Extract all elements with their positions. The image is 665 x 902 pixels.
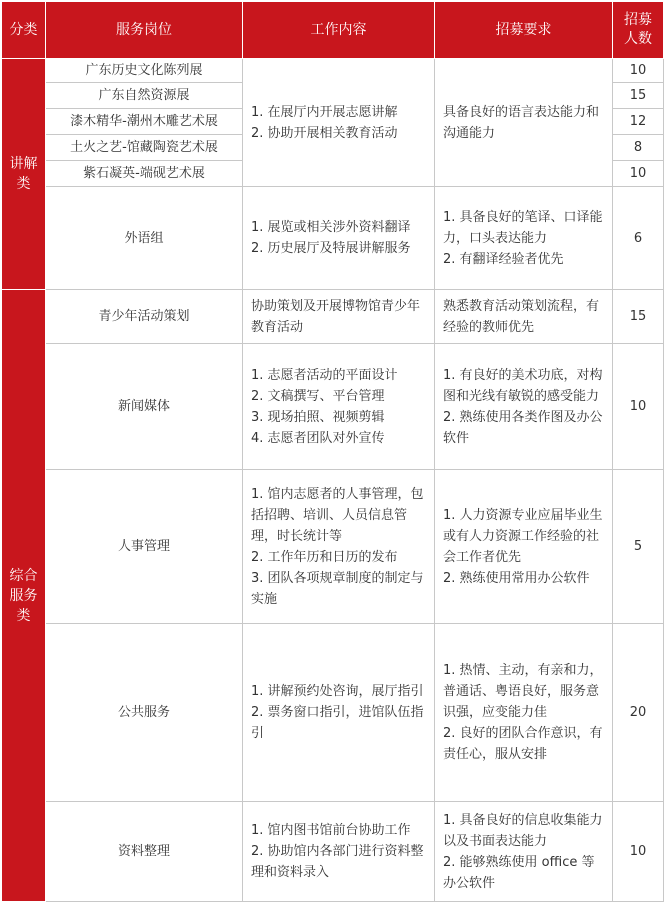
post-name: 外语组: [46, 187, 243, 290]
requirement-line: 2. 有翻译经验者优先: [443, 251, 564, 267]
post-name: 土火之艺-馆藏陶瓷艺术展: [46, 135, 243, 161]
category-guide: [2, 59, 46, 290]
requirement-line: 2. 能够熟练使用 office 等办公软件: [443, 854, 595, 891]
requirement-line: 2. 熟练使用常用办公软件: [443, 570, 590, 586]
post-content: [243, 624, 435, 802]
table-row: [2, 59, 664, 83]
requirement-line: 2. 熟练使用各类作图及办公软件: [443, 409, 603, 446]
post-count: 6: [613, 187, 664, 290]
post-count: 10: [613, 161, 664, 187]
post-requirement: [435, 624, 613, 802]
post-count: 8: [613, 135, 664, 161]
content-line: 1. 讲解预约处咨询，展厅指引: [251, 684, 424, 699]
post-count: 20: [613, 624, 664, 802]
post-requirement: [435, 344, 613, 470]
content-line: 1. 馆内志愿者的人事管理，包括招聘、培训、人员信息管理，时长统计等: [251, 486, 424, 544]
content-line: 1. 展览或相关涉外资料翻译: [251, 220, 411, 235]
content-line: 1. 在展厅内开展志愿讲解: [251, 104, 398, 120]
content-line: 3. 团队各项规章制度的制定与实施: [251, 570, 424, 607]
post-requirement: [435, 470, 613, 624]
content-line: 1. 馆内图书馆前台协助工作: [251, 823, 411, 838]
post-content: [243, 344, 435, 470]
post-count: 5: [613, 470, 664, 624]
table-row: [2, 624, 664, 802]
content-line: 3. 现场拍照、视频剪辑: [251, 409, 385, 425]
post-requirement: [435, 290, 613, 344]
header-count: 招募人数: [613, 2, 664, 59]
requirement-line: 1. 具备良好的信息收集能力以及书面表达能力: [443, 812, 603, 849]
post-name: 漆木精华-潮州木雕艺术展: [46, 109, 243, 135]
content-line: 2. 工作年历和日历的发布: [251, 549, 398, 565]
content-line: 2. 协助馆内各部门进行资料整理和资料录入: [251, 844, 424, 880]
post-content: [243, 187, 435, 290]
post-requirement: [435, 802, 613, 902]
requirement-line: 2. 良好的团队合作意识，有责任心，服从安排: [443, 726, 603, 762]
header-row: [2, 2, 664, 59]
requirement-line: 1. 具备良好的笔译、口译能力，口头表达能力: [443, 209, 603, 246]
post-name: 人事管理: [46, 470, 243, 624]
content-line: 2. 文稿撰写、平台管理: [251, 388, 385, 404]
post-name: 广东自然资源展: [46, 83, 243, 109]
table-row: [2, 802, 664, 902]
post-count: 10: [613, 344, 664, 470]
post-name: 广东历史文化陈列展: [46, 59, 243, 83]
category-service: [2, 290, 46, 902]
post-requirement: [435, 187, 613, 290]
requirement-line: 熟悉教育活动策划流程，有经验的教师优先: [443, 298, 600, 335]
header-requirement: 招募要求: [435, 2, 613, 59]
post-count: 12: [613, 109, 664, 135]
post-content: [243, 290, 435, 344]
recruitment-table: [1, 1, 664, 902]
requirement-line: 具备良好的语言表达能力和沟通能力: [443, 104, 600, 141]
table-row: [2, 470, 664, 624]
content-line: 1. 志愿者活动的平面设计: [251, 367, 398, 383]
content-line: 2. 协助开展相关教育活动: [251, 125, 398, 141]
category-guide-label: 讲解类: [9, 156, 38, 192]
post-name: 公共服务: [46, 624, 243, 802]
post-name: 新闻媒体: [46, 344, 243, 470]
content-line: 2. 票务窗口指引，进馆队伍指引: [251, 705, 424, 741]
content-line: 4. 志愿者团队对外宣传: [251, 430, 385, 446]
guide-shared-content: [243, 59, 435, 187]
post-content: [243, 470, 435, 624]
content-line: 协助策划及开展博物馆青少年教育活动: [251, 298, 421, 335]
post-count: 15: [613, 290, 664, 344]
header-content: 工作内容: [243, 2, 435, 59]
content-line: 2. 历史展厅及特展讲解服务: [251, 241, 411, 256]
category-service-label: 综合服务类: [9, 567, 38, 624]
header-category: 分类: [2, 2, 46, 59]
table-row: [2, 187, 664, 290]
table-row: [2, 290, 664, 344]
post-name: 资料整理: [46, 802, 243, 902]
header-post: 服务岗位: [46, 2, 243, 59]
post-content: [243, 802, 435, 902]
table-row: [2, 344, 664, 470]
requirement-line: 1. 热情、主动，有亲和力，普通话、粤语良好，服务意识强，应变能力佳: [443, 663, 603, 720]
post-count: 15: [613, 83, 664, 109]
post-count: 10: [613, 802, 664, 902]
post-name: 青少年活动策划: [46, 290, 243, 344]
requirement-line: 1. 有良好的美术功底，对构图和光线有敏锐的感受能力: [443, 367, 603, 404]
post-count: 10: [613, 59, 664, 83]
guide-shared-requirement: [435, 59, 613, 187]
post-name: 紫石凝英-端砚艺术展: [46, 161, 243, 187]
requirement-line: 1. 人力资源专业应届毕业生或有人力资源工作经验的社会工作者优先: [443, 507, 603, 565]
